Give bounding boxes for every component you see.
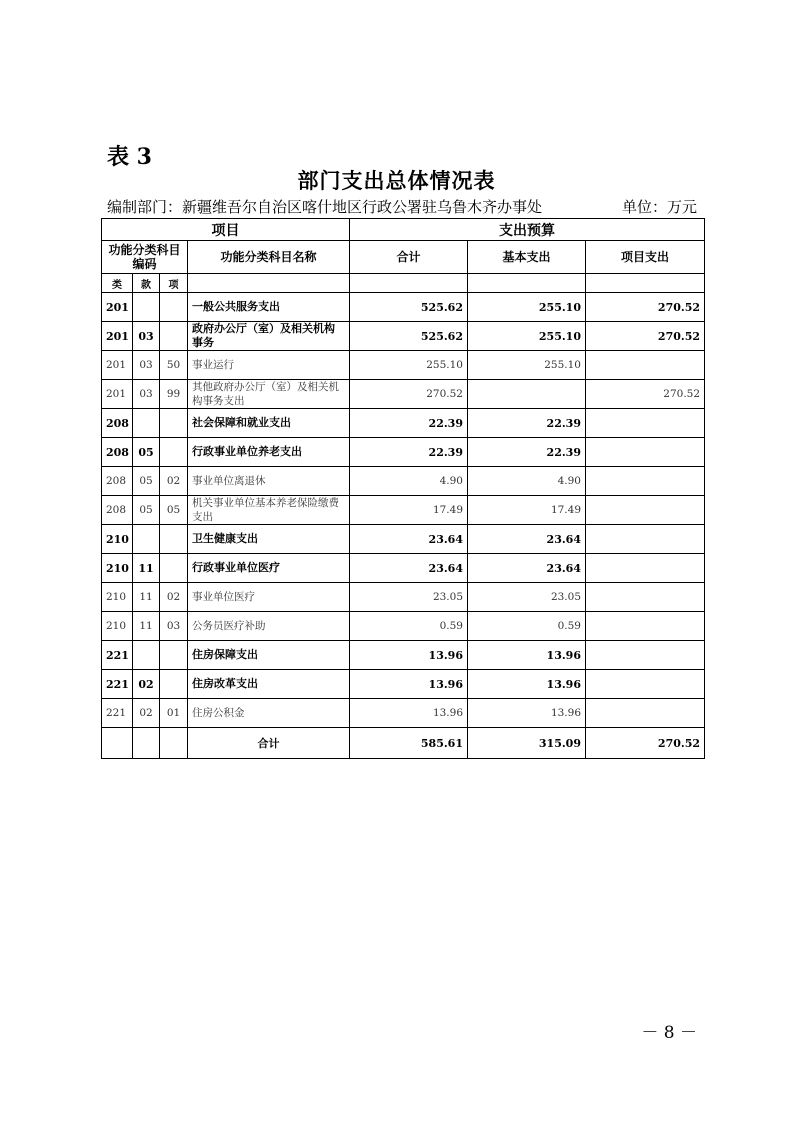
cell-total: 17.49: [350, 496, 468, 525]
cell-proj: [586, 496, 705, 525]
cell-name: 事业单位离退休: [188, 467, 350, 496]
cell-basic: 17.49: [468, 496, 586, 525]
cell-proj: [586, 351, 705, 380]
cell-basic: 22.39: [468, 409, 586, 438]
cell-total: 13.96: [350, 641, 468, 670]
cell-kuan: 02: [133, 670, 160, 699]
cell-lei: 210: [102, 583, 133, 612]
cell-lei: 208: [102, 438, 133, 467]
cell-kuan: [133, 293, 160, 322]
cell-proj: [586, 554, 705, 583]
header-budget: 支出预算: [350, 219, 705, 241]
cell-lei: 210: [102, 554, 133, 583]
header-lei: 类: [102, 274, 133, 293]
total-proj: 270.52: [586, 728, 705, 759]
cell-lei: 201: [102, 380, 133, 409]
header-empty: [586, 274, 705, 293]
page-title: 部门支出总体情况表: [297, 168, 496, 193]
cell-proj: 270.52: [586, 322, 705, 351]
cell-name: 卫生健康支出: [188, 525, 350, 554]
header-total: 合计: [350, 241, 468, 274]
cell-basic: 4.90: [468, 467, 586, 496]
cell-xiang: 05: [160, 496, 188, 525]
cell-lei: 210: [102, 525, 133, 554]
cell-lei: 208: [102, 467, 133, 496]
cell-total: 525.62: [350, 293, 468, 322]
cell-xiang: [160, 525, 188, 554]
cell-lei: 201: [102, 351, 133, 380]
cell-total: 13.96: [350, 670, 468, 699]
total-empty: [160, 728, 188, 759]
table-row: [102, 670, 705, 699]
table-row: [102, 525, 705, 554]
cell-name: 住房公积金: [188, 699, 350, 728]
total-basic: 315.09: [468, 728, 586, 759]
cell-proj: [586, 699, 705, 728]
cell-lei: 221: [102, 670, 133, 699]
header-row-3: [102, 274, 705, 293]
cell-xiang: 02: [160, 467, 188, 496]
cell-proj: [586, 583, 705, 612]
cell-kuan: 05: [133, 496, 160, 525]
cell-xiang: 02: [160, 583, 188, 612]
header-row-2: [102, 241, 705, 274]
cell-basic: 255.10: [468, 293, 586, 322]
cell-name: 其他政府办公厅（室）及相关机构事务支出: [188, 380, 350, 409]
cell-basic: 23.64: [468, 554, 586, 583]
cell-name: 住房保障支出: [188, 641, 350, 670]
cell-lei: 201: [102, 322, 133, 351]
cell-kuan: 11: [133, 554, 160, 583]
total-label: 合计: [188, 728, 350, 759]
cell-total: 525.62: [350, 322, 468, 351]
table-row: [102, 380, 705, 409]
cell-total: 23.64: [350, 554, 468, 583]
cell-total: 270.52: [350, 380, 468, 409]
cell-kuan: 02: [133, 699, 160, 728]
cell-kuan: [133, 641, 160, 670]
table-row: [102, 409, 705, 438]
total-sum: 585.61: [350, 728, 468, 759]
cell-lei: 210: [102, 612, 133, 641]
cell-basic: [468, 380, 586, 409]
cell-basic: 13.96: [468, 641, 586, 670]
cell-kuan: 03: [133, 351, 160, 380]
cell-proj: 270.52: [586, 380, 705, 409]
table-row: [102, 641, 705, 670]
cell-proj: [586, 641, 705, 670]
cell-basic: 13.96: [468, 699, 586, 728]
cell-xiang: 50: [160, 351, 188, 380]
cell-xiang: [160, 409, 188, 438]
cell-basic: 255.10: [468, 351, 586, 380]
cell-basic: 23.64: [468, 525, 586, 554]
header-proj: 项目支出: [586, 241, 705, 274]
total-empty: [102, 728, 133, 759]
cell-proj: [586, 467, 705, 496]
cell-proj: [586, 670, 705, 699]
cell-total: 23.05: [350, 583, 468, 612]
cell-total: 4.90: [350, 467, 468, 496]
cell-xiang: [160, 293, 188, 322]
total-empty: [133, 728, 160, 759]
unit-label: 单位：万元: [621, 198, 697, 216]
table-row: [102, 293, 705, 322]
cell-total: 22.39: [350, 438, 468, 467]
cell-lei: 221: [102, 699, 133, 728]
cell-xiang: 99: [160, 380, 188, 409]
header-row-1: [102, 219, 705, 241]
header-xiang: 项: [160, 274, 188, 293]
cell-proj: [586, 612, 705, 641]
table-row: [102, 322, 705, 351]
cell-xiang: [160, 641, 188, 670]
header-empty: [468, 274, 586, 293]
cell-kuan: 05: [133, 438, 160, 467]
cell-total: 0.59: [350, 612, 468, 641]
cell-proj: [586, 525, 705, 554]
header-project: 项目: [102, 219, 350, 241]
cell-kuan: 03: [133, 322, 160, 351]
cell-basic: 23.05: [468, 583, 586, 612]
cell-basic: 255.10: [468, 322, 586, 351]
cell-kuan: 11: [133, 583, 160, 612]
header-code: 功能分类科目编码: [102, 241, 188, 274]
budget-table: [101, 218, 705, 759]
cell-xiang: [160, 438, 188, 467]
cell-kuan: [133, 525, 160, 554]
total-row: [102, 728, 705, 759]
cell-kuan: [133, 409, 160, 438]
cell-name: 政府办公厅（室）及相关机构事务: [188, 322, 350, 351]
header-empty: [188, 274, 350, 293]
table-number-label: 表 3: [107, 144, 152, 170]
header-empty: [350, 274, 468, 293]
cell-basic: 0.59: [468, 612, 586, 641]
cell-basic: 22.39: [468, 438, 586, 467]
cell-kuan: 03: [133, 380, 160, 409]
cell-total: 255.10: [350, 351, 468, 380]
meta-row: [107, 196, 697, 218]
table-row: [102, 699, 705, 728]
cell-lei: 208: [102, 496, 133, 525]
cell-xiang: [160, 554, 188, 583]
cell-kuan: 05: [133, 467, 160, 496]
cell-name: 公务员医疗补助: [188, 612, 350, 641]
cell-xiang: [160, 670, 188, 699]
cell-name: 住房改革支出: [188, 670, 350, 699]
cell-total: 22.39: [350, 409, 468, 438]
cell-total: 23.64: [350, 525, 468, 554]
cell-xiang: 01: [160, 699, 188, 728]
table-row: [102, 496, 705, 525]
cell-name: 一般公共服务支出: [188, 293, 350, 322]
table-row: [102, 554, 705, 583]
cell-name: 行政事业单位医疗: [188, 554, 350, 583]
cell-name: 事业运行: [188, 351, 350, 380]
cell-proj: [586, 438, 705, 467]
cell-xiang: [160, 322, 188, 351]
cell-kuan: 11: [133, 612, 160, 641]
cell-lei: 221: [102, 641, 133, 670]
table-row: [102, 612, 705, 641]
cell-lei: 201: [102, 293, 133, 322]
table-row: [102, 438, 705, 467]
header-name: 功能分类科目名称: [188, 241, 350, 274]
header-basic: 基本支出: [468, 241, 586, 274]
page-number: － 8 －: [641, 1023, 697, 1043]
cell-lei: 208: [102, 409, 133, 438]
table-row: [102, 351, 705, 380]
org-label: 编制部门：新疆维吾尔自治区喀什地区行政公署驻乌鲁木齐办事处: [107, 198, 543, 216]
table-row: [102, 467, 705, 496]
cell-xiang: 03: [160, 612, 188, 641]
cell-name: 机关事业单位基本养老保险缴费支出: [188, 496, 350, 525]
cell-name: 行政事业单位养老支出: [188, 438, 350, 467]
cell-total: 13.96: [350, 699, 468, 728]
cell-basic: 13.96: [468, 670, 586, 699]
cell-proj: [586, 409, 705, 438]
cell-proj: 270.52: [586, 293, 705, 322]
cell-name: 事业单位医疗: [188, 583, 350, 612]
cell-name: 社会保障和就业支出: [188, 409, 350, 438]
header-kuan: 款: [133, 274, 160, 293]
table-row: [102, 583, 705, 612]
